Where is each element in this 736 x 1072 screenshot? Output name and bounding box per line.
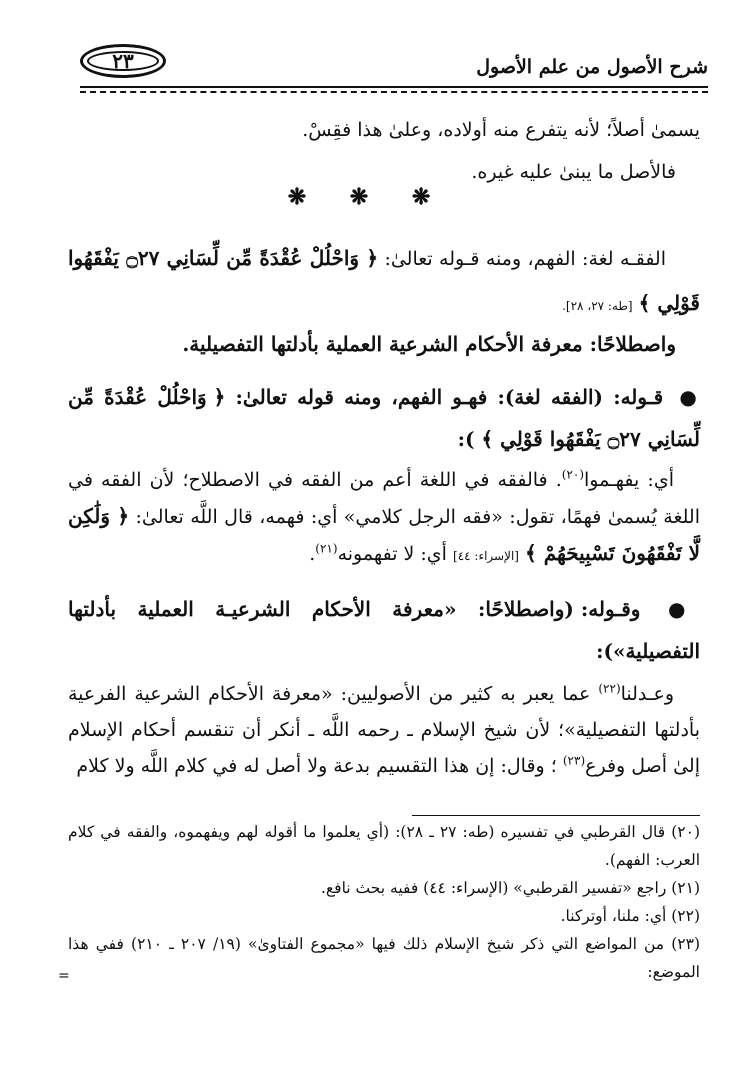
- footnote-ref: (٢٠): [561, 467, 585, 482]
- text: وعـدلنا: [620, 683, 674, 705]
- paragraph-commentary-1: [68, 376, 700, 460]
- header-dashed-rule: [80, 91, 708, 93]
- text: أي: يفهـموا: [584, 469, 674, 491]
- commentary-text: قـوله: (الفقه لغة): فهـو الفهم، ومنه قوله تعالىٰ:: [235, 385, 664, 409]
- commentary-end: ):: [457, 427, 475, 451]
- paragraph-usul-critique: [68, 676, 700, 784]
- footnote-23: (٢٣) من المواضع التي ذكر شيخ الإسلام ذلك فيها «مجموع الفتاوىٰ» (١٩/ ٢٠٧ ـ ٢١٠) ففي هذا الموضع:: [68, 935, 700, 981]
- bullet-icon: ●: [679, 385, 701, 409]
- text: .: [309, 543, 316, 565]
- footnotes: [68, 818, 700, 986]
- paragraph-2: فالأصل ما يبنىٰ عليه غيره.: [471, 161, 676, 183]
- verse-reference: [طه: ٢٧، ٢٨].: [562, 299, 633, 313]
- header-rule: [80, 86, 708, 88]
- text: عما يعبر به كثير من الأصوليين: «معرفة الأحكام الشرعية الفرعية بأدلتها التفصيلية»؛ لأن شيخ الإسلام ـ رحمه اللَّه ـ أنكر أن تنقسم أحكام الإسلام إلىٰ أصل وفرع: [68, 683, 700, 777]
- verse-reference: [الإسراء: ٤٤]: [453, 549, 519, 563]
- page-number: ٢٣: [112, 49, 134, 73]
- running-title: شرح الأصول من علم الأصول: [476, 56, 708, 78]
- fiqh-lugha-text: الفقـه لغة: الفهم، ومنه قـوله تعالىٰ:: [384, 248, 666, 270]
- footnote-ref: (٢٣): [562, 753, 586, 768]
- quran-verse: ﴿ وَلَٰكِن لَّا تَفْقَهُونَ تَسْبِيحَهُمْ ﴾: [68, 504, 700, 565]
- paragraph-istilah: واصطلاحًا: معرفة الأحكام الشرعية العملية بأدلتها التفصيلية.: [182, 332, 676, 356]
- quran-verse: ﴿ وَاحْلُلْ عُقْدَةً مِّن لِّسَانِي ۝٢٧ يَفْقَهُوا قَوْلِي ﴾: [68, 246, 700, 315]
- text: ؛ وقال: إن هذا التقسيم بدعة ولا أصل له في كلام اللَّه ولا كلام: [76, 755, 557, 777]
- paragraph-explanation: [68, 462, 700, 574]
- paragraph-fiqh-definition: [68, 236, 700, 328]
- quran-verse: ﴿ وَاحْلُلْ عُقْدَةً مِّن لِّسَانِي ۝٢٧ يَفْقَهُوا قَوْلِي ﴾: [68, 385, 700, 451]
- footnote-21: (٢١) راجع «تفسير القرطبي» (الإسراء: ٤٤) ففيه بحث نافع.: [321, 879, 700, 897]
- section-separator: ❋ ❋ ❋: [287, 184, 449, 210]
- text: أي: لا تفهمونه: [337, 543, 447, 565]
- paragraph-commentary-2: [68, 588, 700, 672]
- footnote-ref: (٢١): [315, 541, 338, 556]
- paragraph-1: يسمىٰ أصلاً؛ لأنه يتفرع منه أولاده، وعلىٰ هذا فقِسْ.: [302, 119, 700, 141]
- footnote-ref: (٢٢): [598, 681, 621, 696]
- margin-mark: =: [58, 968, 70, 984]
- text: . فالفقه في اللغة أعم من الفقه في الاصطلاح؛ لأن الفقه في اللغة يُسمىٰ فهمًا، تقول: «فقه الرجل كلامي» أي: فهمه، قال اللَّه تعالىٰ:: [68, 469, 700, 528]
- bullet-icon: ●: [667, 597, 701, 621]
- page-number-badge: [80, 44, 166, 78]
- footnote-20: (٢٠) قال القرطبي في تفسيره (طه: ٢٧ ـ ٢٨): (أي يعلموا ما أقوله لهم ويفهموه، والفقه في كلام العرب: الفهم).: [68, 823, 700, 869]
- commentary-text: وقـوله: (واصطلاحًا: «معرفة الأحكام الشرعيـة العملية بأدلتها التفصيلية»):: [68, 597, 700, 663]
- footnote-separator: [412, 815, 700, 816]
- footnote-22: (٢٢) أي: ملنا، أوتركنا.: [560, 907, 700, 925]
